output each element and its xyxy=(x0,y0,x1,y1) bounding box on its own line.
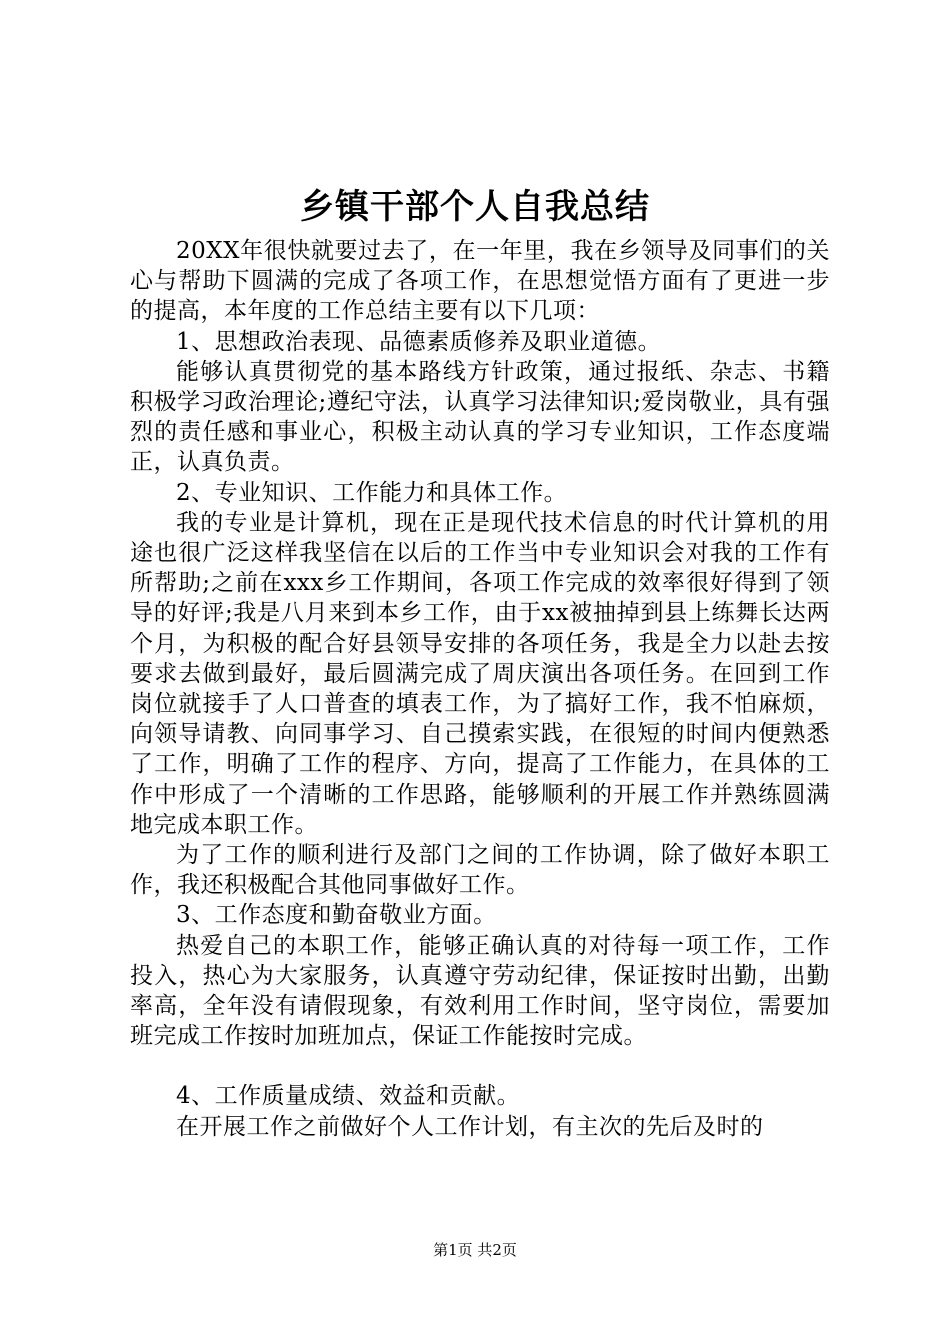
section-1-paragraph: 能够认真贯彻党的基本路线方针政策，通过报纸、杂志、书籍积极学习政治理论;遵纪守法，认真学习法律知识;爱岗敬业，具有强烈的责任感和事业心，积极主动认真的学习专业知识，工作态度端正，认真负责。 xyxy=(130,358,830,476)
section-3-paragraph: 热爱自己的本职工作，能够正确认真的对待每一项工作，工作投入，热心为大家服务，认真遵守劳动纪律，保证按时出勤，出勤率高，全年没有请假现象，有效利用工作时间，坚守岗位，需要加班完成工作按时加班加点，保证工作能按时完成。 xyxy=(130,932,830,1050)
section-heading-2: 2、专业知识、工作能力和具体工作。 xyxy=(176,479,568,506)
section-4-paragraph: 在开展工作之前做好个人工作计划，有主次的先后及时的 xyxy=(176,1113,764,1140)
document-body xyxy=(130,236,830,1142)
section-heading-4: 4、工作质量成绩、效益和贡献。 xyxy=(176,1083,521,1110)
document-title: 乡镇干部个人自我总结 xyxy=(300,187,650,227)
page-footer: 第1页 共2页 xyxy=(433,1241,517,1259)
section-heading-3: 3、工作态度和勤奋敬业方面。 xyxy=(176,902,497,929)
section-2-paragraph-extra: 为了工作的顺利进行及部门之间的工作协调，除了做好本职工作，我还积极配合其他同事做好工作。 xyxy=(130,842,830,899)
intro-paragraph: 20XX年很快就要过去了，在一年里，我在乡领导及同事们的关心与帮助下圆满的完成了各项工作，在思想觉悟方面有了更进一步的提高，本年度的工作总结主要有以下几项： xyxy=(130,238,830,325)
section-heading-1: 1、思想政治表现、品德素质修养及职业道德。 xyxy=(176,328,662,355)
section-2-paragraph: 我的专业是计算机，现在正是现代技术信息的时代计算机的用途也很广泛这样我坚信在以后的工作当中专业知识会对我的工作有所帮助;之前在xxx乡工作期间，各项工作完成的效率很好得到了领导的好评;我是八月来到本乡工作，由于xx被抽掉到县上练舞长达两个月，为积极的配合好县领导安排的各项任务，我是全力以赴去按要求去做到最好，最后圆满完成了周庆演出各项任务。在回到工作岗位就接手了人口普查的填表工作，为了搞好工作，我不怕麻烦，向领导请教、向同事学习、自己摸索实践，在很短的时间内便熟悉了工作，明确了工作的程序、方向，提高了工作能力，在具体的工作中形成了一个清晰的工作思路，能够顺利的开展工作并熟练圆满地完成本职工作。 xyxy=(130,509,830,838)
